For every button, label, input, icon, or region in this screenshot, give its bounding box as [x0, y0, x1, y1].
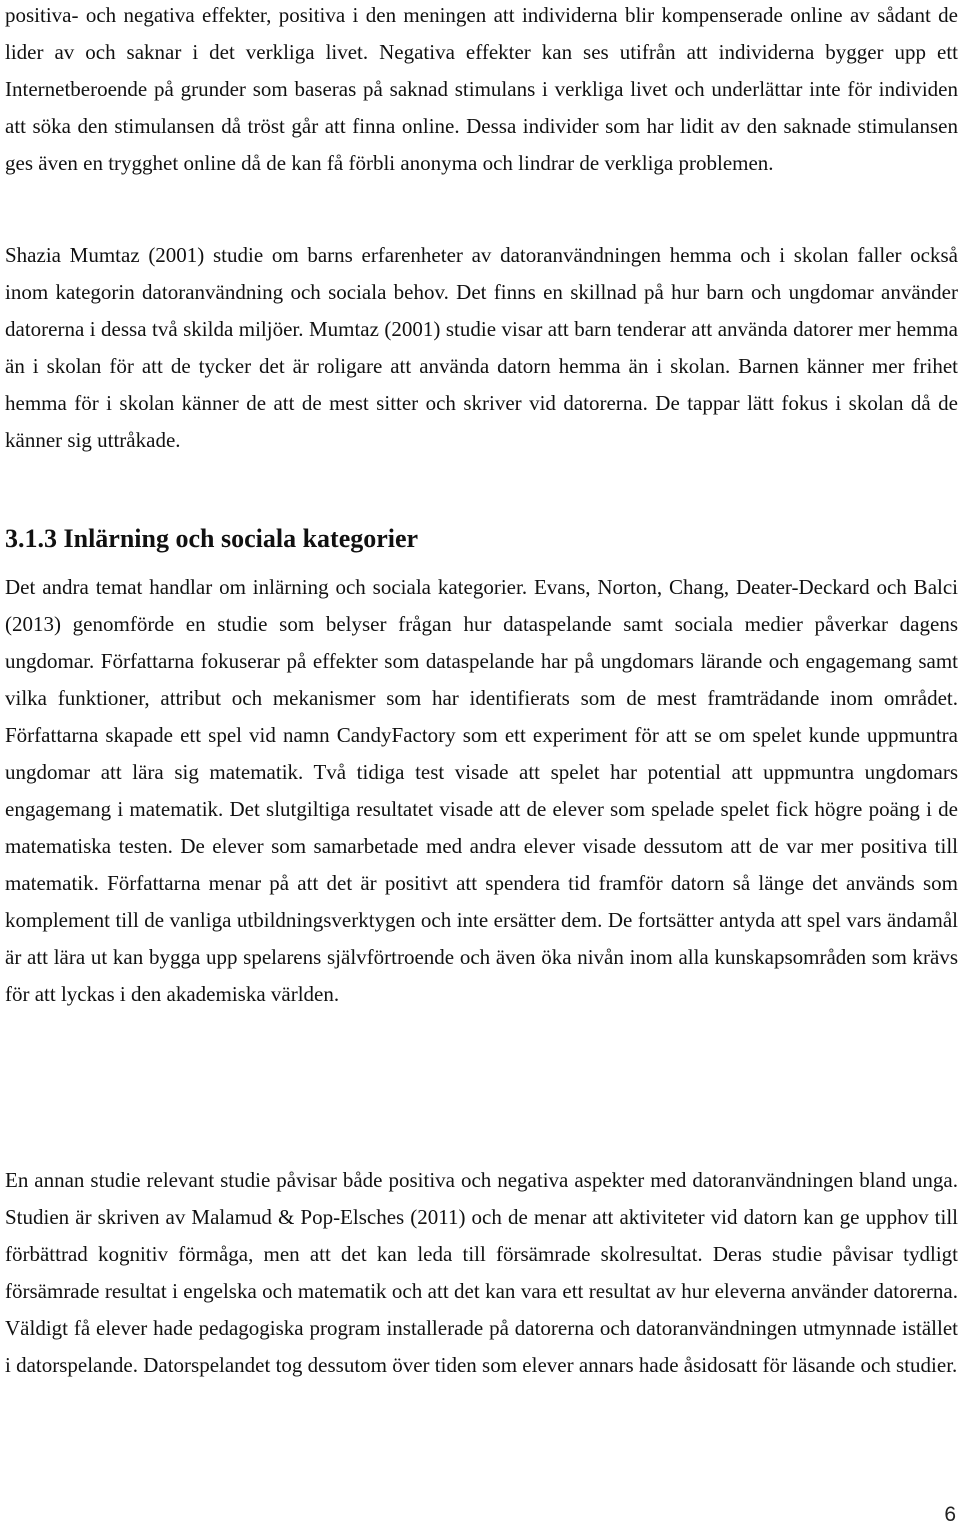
paragraph-learning-social: Det andra temat handlar om inlärning och sociala kategorier. Evans, Norton, Chang, Deater-Deckard och Balci (2013) genomförde en studie som belyser frågan hur dataspelande samt sociala medier påverkar dagens ungdomar. Författarna fokuserar på effekter som dataspelande har på ungdomars lärande och engagemang samt vilka funktioner, attribut och mekanismer som har identifierats som de mest framträdande inom området. Författarna skapade ett spel vid namn CandyFactory som ett experiment för att se om spelet kunde uppmuntra ungdomar att lära sig matematik. Två tidiga test visade att spelet har potential att uppmuntra ungdomars engagemang i matematik. Det slutgiltiga resultatet visade att de elever som spelade spelet fick högre poäng i de matematiska testen. De elever som samarbetade med andra elever visade dessutom att de var mer positiva till matematik. Författarna menar på att det är positivt att spendera tid framför datorn så länge det används som komplement till de vanliga utbildningsverktygen och inte ersätter dem. De fortsätter antyda att spel vars ändamål är att lära ut kan bygga upp spelarens självförtroende och även öka nivån inom alla kunskapsområden som krävs för att lyckas i den akademiska världen. — [5, 575, 958, 1006]
paragraph-malamud-study: En annan studie relevant studie påvisar både positiva och negativa aspekter med datoranvändningen bland unga. Studien är skriven av Malamud & Pop-Elsches (2011) och de menar att aktiviteter vid datorn kan ge upphov till förbättrad kognitiv förmåga, men att det kan leda till försämrade skolresultat. Deras studie påvisar tydligt försämrade resultat i engelska och matematik och att det kan vara ett resultat av hur eleverna använder datorerna. Väldigt få elever hade pedagogiska program installerade på datorerna och datoranvändningen utmynnade istället i datorspelande. Datorspelandet tog dessutom över tiden som elever annars hade åsidosatt för läsande och studier. — [5, 1168, 958, 1377]
paragraph-mumtaz-study: Shazia Mumtaz (2001) studie om barns erfarenheter av datoranvändningen hemma och i skolan faller också inom kategorin datoranvändning och sociala behov. Det finns en skillnad på hur barn och ungdomar använder datorerna i dessa två skilda miljöer. Mumtaz (2001) studie visar att barn tenderar att använda datorer mer hemma än i skolan för att de tycker det är roligare att använda datorn hemma än i skolan. Barnen känner mer frihet hemma för i skolan känner de att de mest sitter och skriver vid datorerna. De tappar lätt fokus i skolan då de känner sig uttråkade. — [5, 243, 958, 452]
section-heading: 3.1.3 Inlärning och sociala kategorier — [5, 524, 419, 553]
page-number: 6 — [944, 1503, 956, 1526]
paragraph-internet-effects: positiva- och negativa effekter, positiva i den meningen att individerna blir kompenserade online av sådant de lider av och saknar i det verkliga livet. Negativa effekter kan ses utifrån att individerna bygger upp ett Internetberoende på grunder som baseras på saknad stimulans i verkliga livet och underlättar inte för individen att söka den stimulansen då tröst går att finna online. Dessa individer som har lidit av den saknade stimulansen ges även en trygghet online då de kan få förbli anonyma och lindrar de verkliga problemen. — [5, 3, 958, 175]
